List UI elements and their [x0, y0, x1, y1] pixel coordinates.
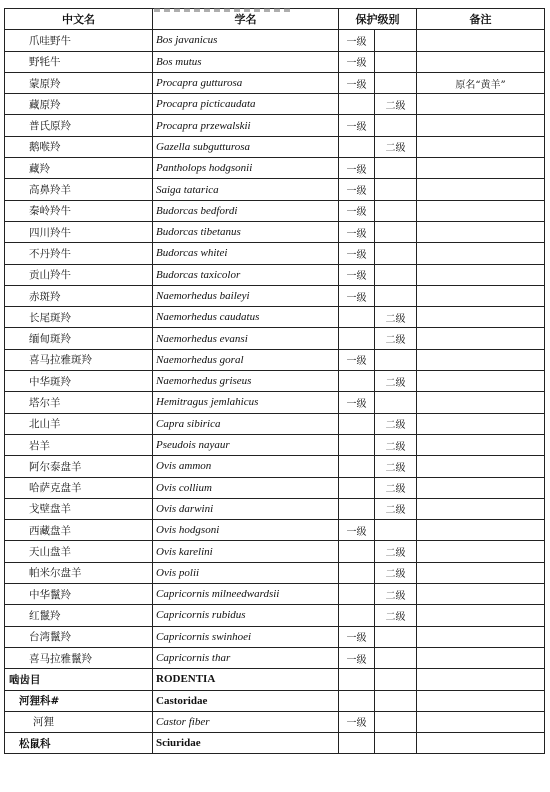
- level-one-cell: 一级: [339, 626, 375, 647]
- remarks-cell: [417, 647, 545, 668]
- remarks-cell: [417, 221, 545, 242]
- scientific-name-cell: Saiga tatarica: [153, 179, 339, 200]
- scientific-name-cell: Ovis hodgsoni: [153, 520, 339, 541]
- scientific-name-cell: Ovis ammon: [153, 456, 339, 477]
- chinese-name-cell: 西藏盘羊: [5, 520, 153, 541]
- level-one-cell: 一级: [339, 711, 375, 732]
- scientific-name-cell: Procapra gutturosa: [153, 72, 339, 93]
- remarks-cell: [417, 115, 545, 136]
- remarks-cell: [417, 605, 545, 626]
- remarks-cell: [417, 392, 545, 413]
- scientific-name-cell: Bos mutus: [153, 51, 339, 72]
- scientific-name-cell: Capricornis rubidus: [153, 605, 339, 626]
- scientific-name-cell: Naemorhedus griseus: [153, 371, 339, 392]
- table-row: [5, 434, 545, 455]
- chinese-name-cell: 岩羊: [5, 434, 153, 455]
- table-row: [5, 371, 545, 392]
- level-two-cell: 二级: [375, 584, 417, 605]
- level-two-cell: [375, 711, 417, 732]
- table-row: [5, 30, 545, 51]
- chinese-name-cell: 塔尔羊: [5, 392, 153, 413]
- chinese-name-cell: 贡山羚牛: [5, 264, 153, 285]
- chinese-name-cell: 缅甸斑羚: [5, 328, 153, 349]
- header-protection-level: 保护级别: [339, 9, 417, 30]
- level-two-cell: 二级: [375, 541, 417, 562]
- level-one-cell: 一级: [339, 520, 375, 541]
- scientific-name-cell: Sciuridae: [153, 733, 339, 754]
- scientific-name-cell: Procapra przewalskii: [153, 115, 339, 136]
- level-one-cell: 一级: [339, 221, 375, 242]
- level-one-cell: [339, 669, 375, 690]
- scientific-name-cell: Ovis polii: [153, 562, 339, 583]
- level-two-cell: [375, 243, 417, 264]
- level-two-cell: 二级: [375, 413, 417, 434]
- remarks-cell: [417, 136, 545, 157]
- remarks-cell: [417, 520, 545, 541]
- chinese-name-cell: 喜马拉雅斑羚: [5, 349, 153, 370]
- scientific-name-cell: Castor fiber: [153, 711, 339, 732]
- level-one-cell: [339, 477, 375, 498]
- remarks-cell: [417, 626, 545, 647]
- chinese-name-cell: 藏原羚: [5, 94, 153, 115]
- chinese-name-cell: 红鬣羚: [5, 605, 153, 626]
- chinese-name-cell: 北山羊: [5, 413, 153, 434]
- chinese-name-cell: 中华斑羚: [5, 371, 153, 392]
- level-two-cell: [375, 51, 417, 72]
- table-row: [5, 221, 545, 242]
- table-row: [5, 179, 545, 200]
- level-one-cell: [339, 307, 375, 328]
- chinese-name-cell: 秦岭羚牛: [5, 200, 153, 221]
- chinese-name-cell: 高鼻羚羊: [5, 179, 153, 200]
- scientific-name-cell: Castoridae: [153, 690, 339, 711]
- level-one-cell: [339, 605, 375, 626]
- level-one-cell: [339, 584, 375, 605]
- chinese-name-cell: 蒙原羚: [5, 72, 153, 93]
- remarks-cell: [417, 200, 545, 221]
- table-row: [5, 584, 545, 605]
- level-one-cell: 一级: [339, 51, 375, 72]
- chinese-name-cell: 鹅喉羚: [5, 136, 153, 157]
- scientific-name-cell: Budorcas whitei: [153, 243, 339, 264]
- level-one-cell: 一级: [339, 115, 375, 136]
- species-protection-table-page: [4, 8, 544, 754]
- table-row: [5, 285, 545, 306]
- scientific-name-cell: Capricornis swinhoei: [153, 626, 339, 647]
- level-two-cell: 二级: [375, 605, 417, 626]
- level-two-cell: [375, 349, 417, 370]
- level-one-cell: 一级: [339, 30, 375, 51]
- level-one-cell: [339, 328, 375, 349]
- level-two-cell: [375, 690, 417, 711]
- level-two-cell: [375, 221, 417, 242]
- table-row: [5, 647, 545, 668]
- level-one-cell: 一级: [339, 285, 375, 306]
- scientific-name-cell: Capricornis milneedwardsii: [153, 584, 339, 605]
- chinese-name-cell: 戈壁盘羊: [5, 498, 153, 519]
- chinese-name-cell: 不丹羚牛: [5, 243, 153, 264]
- table-row: [5, 72, 545, 93]
- chinese-name-cell: 天山盘羊: [5, 541, 153, 562]
- chinese-name-cell: 松鼠科: [5, 733, 153, 754]
- remarks-cell: [417, 733, 545, 754]
- level-two-cell: [375, 179, 417, 200]
- level-one-cell: [339, 690, 375, 711]
- remarks-cell: [417, 562, 545, 583]
- remarks-cell: [417, 584, 545, 605]
- level-two-cell: [375, 520, 417, 541]
- level-two-cell: 二级: [375, 477, 417, 498]
- level-one-cell: [339, 733, 375, 754]
- level-one-cell: [339, 541, 375, 562]
- scientific-name-cell: Ovis collium: [153, 477, 339, 498]
- scientific-name-cell: Budorcas bedfordi: [153, 200, 339, 221]
- level-one-cell: 一级: [339, 349, 375, 370]
- scientific-name-cell: Pseudois nayaur: [153, 434, 339, 455]
- chinese-name-cell: 啮齿目: [5, 669, 153, 690]
- remarks-cell: [417, 179, 545, 200]
- species-table: [4, 8, 545, 754]
- cropped-header-fragment: [154, 8, 294, 12]
- header-chinese-name: 中文名: [5, 9, 153, 30]
- remarks-cell: [417, 477, 545, 498]
- scientific-name-cell: Pantholops hodgsonii: [153, 158, 339, 179]
- scientific-name-cell: Budorcas taxicolor: [153, 264, 339, 285]
- table-row: [5, 328, 545, 349]
- chinese-name-cell: 帕米尔盘羊: [5, 562, 153, 583]
- chinese-name-cell: 野牦牛: [5, 51, 153, 72]
- scientific-name-cell: Capricornis thar: [153, 647, 339, 668]
- level-one-cell: [339, 498, 375, 519]
- table-row: [5, 605, 545, 626]
- scientific-name-cell: RODENTIA: [153, 669, 339, 690]
- level-two-cell: 二级: [375, 498, 417, 519]
- scientific-name-cell: Naemorhedus baileyi: [153, 285, 339, 306]
- remarks-cell: [417, 264, 545, 285]
- remarks-cell: [417, 413, 545, 434]
- order-row: [5, 669, 545, 690]
- chinese-name-cell: 河狸科#: [5, 690, 153, 711]
- level-one-cell: [339, 371, 375, 392]
- level-one-cell: 一级: [339, 392, 375, 413]
- level-one-cell: 一级: [339, 158, 375, 179]
- chinese-name-cell: 台湾鬣羚: [5, 626, 153, 647]
- scientific-name-cell: Gazella subgutturosa: [153, 136, 339, 157]
- remarks-cell: [417, 158, 545, 179]
- scientific-name-cell: Budorcas tibetanus: [153, 221, 339, 242]
- level-two-cell: 二级: [375, 94, 417, 115]
- level-one-cell: [339, 136, 375, 157]
- table-row: [5, 115, 545, 136]
- level-one-cell: 一级: [339, 179, 375, 200]
- remarks-cell: [417, 690, 545, 711]
- scientific-name-cell: Procapra picticaudata: [153, 94, 339, 115]
- level-one-cell: 一级: [339, 200, 375, 221]
- level-two-cell: [375, 264, 417, 285]
- remarks-cell: 原名“黄羊”: [417, 72, 545, 93]
- table-row: [5, 477, 545, 498]
- level-two-cell: 二级: [375, 562, 417, 583]
- table-row: [5, 498, 545, 519]
- level-two-cell: 二级: [375, 136, 417, 157]
- chinese-name-cell: 长尾斑羚: [5, 307, 153, 328]
- level-two-cell: 二级: [375, 307, 417, 328]
- level-one-cell: [339, 94, 375, 115]
- header-remarks: 备注: [417, 9, 545, 30]
- table-row: [5, 307, 545, 328]
- level-one-cell: [339, 456, 375, 477]
- remarks-cell: [417, 30, 545, 51]
- table-row: [5, 349, 545, 370]
- table-row: [5, 711, 545, 732]
- table-row: [5, 94, 545, 115]
- chinese-name-cell: 普氏原羚: [5, 115, 153, 136]
- level-two-cell: [375, 669, 417, 690]
- scientific-name-cell: Naemorhedus caudatus: [153, 307, 339, 328]
- level-one-cell: 一级: [339, 647, 375, 668]
- scientific-name-cell: Bos javanicus: [153, 30, 339, 51]
- level-one-cell: 一级: [339, 264, 375, 285]
- family-row: [5, 733, 545, 754]
- remarks-cell: [417, 94, 545, 115]
- chinese-name-cell: 河狸: [5, 711, 153, 732]
- level-two-cell: [375, 392, 417, 413]
- table-row: [5, 562, 545, 583]
- table-row: [5, 456, 545, 477]
- scientific-name-cell: Naemorhedus goral: [153, 349, 339, 370]
- level-two-cell: [375, 647, 417, 668]
- level-two-cell: [375, 200, 417, 221]
- level-two-cell: [375, 733, 417, 754]
- remarks-cell: [417, 498, 545, 519]
- table-body: [5, 30, 545, 754]
- level-two-cell: [375, 30, 417, 51]
- scientific-name-cell: Ovis darwini: [153, 498, 339, 519]
- remarks-cell: [417, 243, 545, 264]
- level-one-cell: 一级: [339, 72, 375, 93]
- level-two-cell: 二级: [375, 371, 417, 392]
- table-row: [5, 136, 545, 157]
- chinese-name-cell: 中华鬣羚: [5, 584, 153, 605]
- chinese-name-cell: 爪哇野牛: [5, 30, 153, 51]
- level-two-cell: [375, 626, 417, 647]
- header-scientific-name: 学名: [153, 9, 339, 30]
- level-one-cell: [339, 413, 375, 434]
- level-one-cell: [339, 562, 375, 583]
- table-row: [5, 413, 545, 434]
- chinese-name-cell: 四川羚牛: [5, 221, 153, 242]
- level-two-cell: [375, 115, 417, 136]
- table-row: [5, 158, 545, 179]
- chinese-name-cell: 哈萨克盘羊: [5, 477, 153, 498]
- level-one-cell: 一级: [339, 243, 375, 264]
- remarks-cell: [417, 711, 545, 732]
- table-row: [5, 264, 545, 285]
- table-row: [5, 520, 545, 541]
- chinese-name-cell: 藏羚: [5, 158, 153, 179]
- table-row: [5, 541, 545, 562]
- remarks-cell: [417, 456, 545, 477]
- table-row: [5, 392, 545, 413]
- scientific-name-cell: Hemitragus jemlahicus: [153, 392, 339, 413]
- chinese-name-cell: 赤斑羚: [5, 285, 153, 306]
- family-row: [5, 690, 545, 711]
- table-row: [5, 243, 545, 264]
- remarks-cell: [417, 307, 545, 328]
- remarks-cell: [417, 541, 545, 562]
- level-two-cell: 二级: [375, 456, 417, 477]
- level-two-cell: [375, 158, 417, 179]
- level-two-cell: 二级: [375, 328, 417, 349]
- level-one-cell: [339, 434, 375, 455]
- remarks-cell: [417, 669, 545, 690]
- remarks-cell: [417, 434, 545, 455]
- chinese-name-cell: 阿尔泰盘羊: [5, 456, 153, 477]
- remarks-cell: [417, 371, 545, 392]
- table-row: [5, 51, 545, 72]
- remarks-cell: [417, 51, 545, 72]
- remarks-cell: [417, 328, 545, 349]
- table-row: [5, 626, 545, 647]
- scientific-name-cell: Ovis karelini: [153, 541, 339, 562]
- table-row: [5, 200, 545, 221]
- scientific-name-cell: Capra sibirica: [153, 413, 339, 434]
- remarks-cell: [417, 349, 545, 370]
- level-two-cell: [375, 72, 417, 93]
- chinese-name-cell: 喜马拉雅鬣羚: [5, 647, 153, 668]
- remarks-cell: [417, 285, 545, 306]
- level-two-cell: 二级: [375, 434, 417, 455]
- scientific-name-cell: Naemorhedus evansi: [153, 328, 339, 349]
- level-two-cell: [375, 285, 417, 306]
